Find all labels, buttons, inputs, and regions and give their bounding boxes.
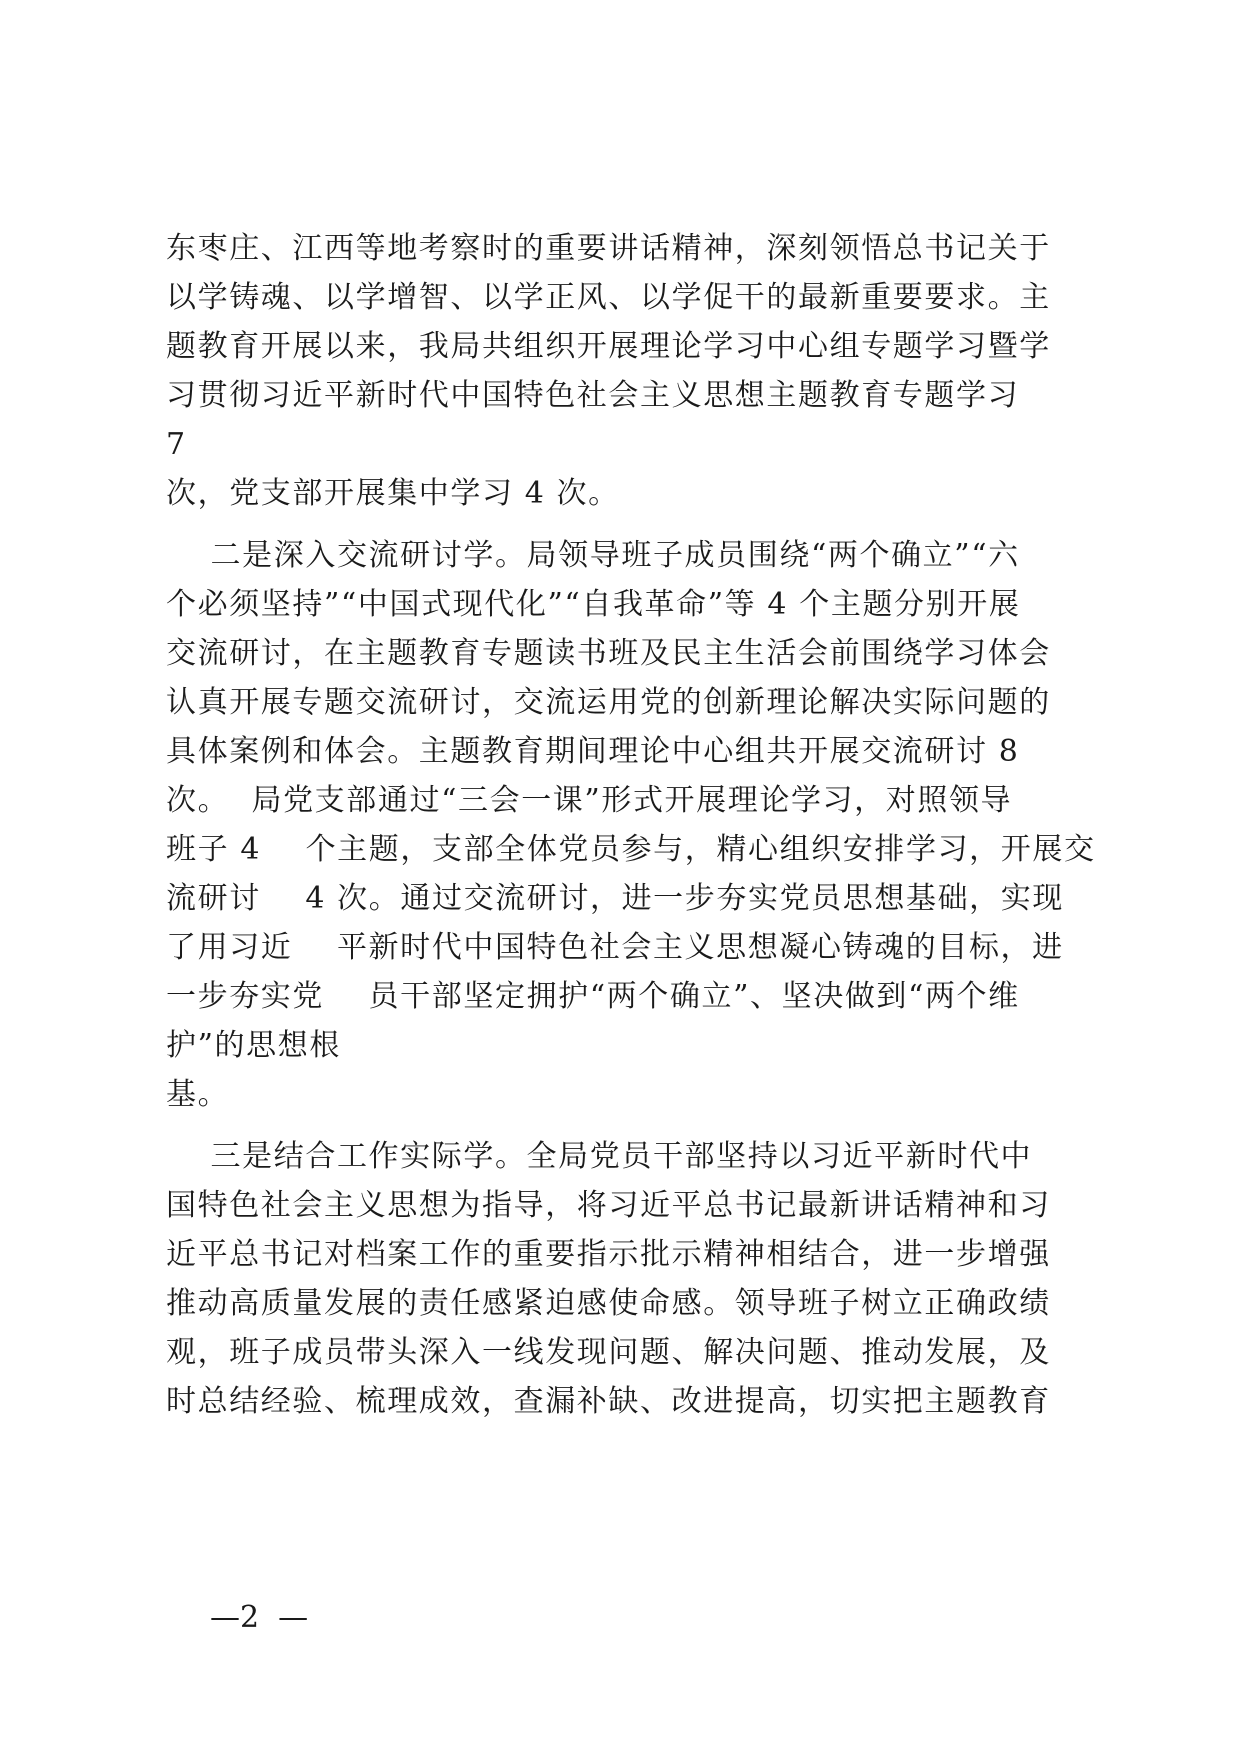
text-line: 次。 局党支部通过“三会一课”形式开展理论学习，对照领导	[166, 783, 1013, 818]
text-line: 以学铸魂、以学增智、以学正风、以学促干的最新重要要求。主	[166, 280, 1051, 315]
text-line: 三是结合工作实际学。全局党员干部坚持以习近平新时代中	[166, 1139, 1033, 1174]
text-line: 观，班子成员带头深入一线发现问题、解决问题、推动发展，及	[166, 1335, 1051, 1370]
text-line: 二是深入交流研讨学。局领导班子成员围绕“两个确立”“六	[166, 538, 1020, 573]
text-line: 东枣庄、江西等地考察时的重要讲话精神，深刻领悟总书记关于	[166, 231, 1051, 266]
page-number: —2 —	[210, 1600, 309, 1635]
text-line: 个必须坚持”“中国式现代化”“自我革命”等 4 个主题分别开展	[166, 587, 1021, 622]
text-line: 具体案例和体会。主题教育期间理论中心组共开展交流研讨 8	[166, 734, 1020, 769]
text-line: 了用习近 平新时代中国特色社会主义思想凝心铸魂的目标，进	[166, 930, 1064, 965]
text-line: 一步夯实党 员干部坚定拥护“两个确立”、坚决做到“两个维	[166, 979, 1020, 1014]
text-line: 时总结经验、梳理成效，查漏补缺、改进提高，切实把主题教育	[166, 1384, 1051, 1419]
text-line: 推动高质量发展的责任感紧迫感使命感。领导班子树立正确政绩	[166, 1286, 1051, 1321]
text-line: 近平总书记对档案工作的重要指示批示精神相结合，进一步增强	[166, 1237, 1051, 1272]
text-line: 习贯彻习近平新时代中国特色社会主义思想主题教育专题学习	[166, 378, 1020, 413]
text-line: 7	[166, 427, 187, 462]
text-line: 基。	[166, 1077, 230, 1112]
text-line: 题教育开展以来，我局共组织开展理论学习中心组专题学习暨学	[166, 329, 1051, 364]
text-line: 护”的思想根	[166, 1028, 341, 1063]
text-line: 国特色社会主义思想为指导，将习近平总书记最新讲话精神和习	[166, 1188, 1051, 1223]
text-line: 次，党支部开展集中学习 4 次。	[166, 476, 620, 511]
text-line: 交流研讨，在主题教育专题读书班及民主生活会前围绕学习体会	[166, 636, 1051, 671]
text-line: 班子 4 个主题，支部全体党员参与，精心组织安排学习，开展交	[166, 832, 1096, 867]
text-line: 认真开展专题交流研讨，交流运用党的创新理论解决实际问题的	[166, 685, 1051, 720]
text-line: 流研讨 4 次。通过交流研讨，进一步夯实党员思想基础，实现	[166, 881, 1064, 916]
